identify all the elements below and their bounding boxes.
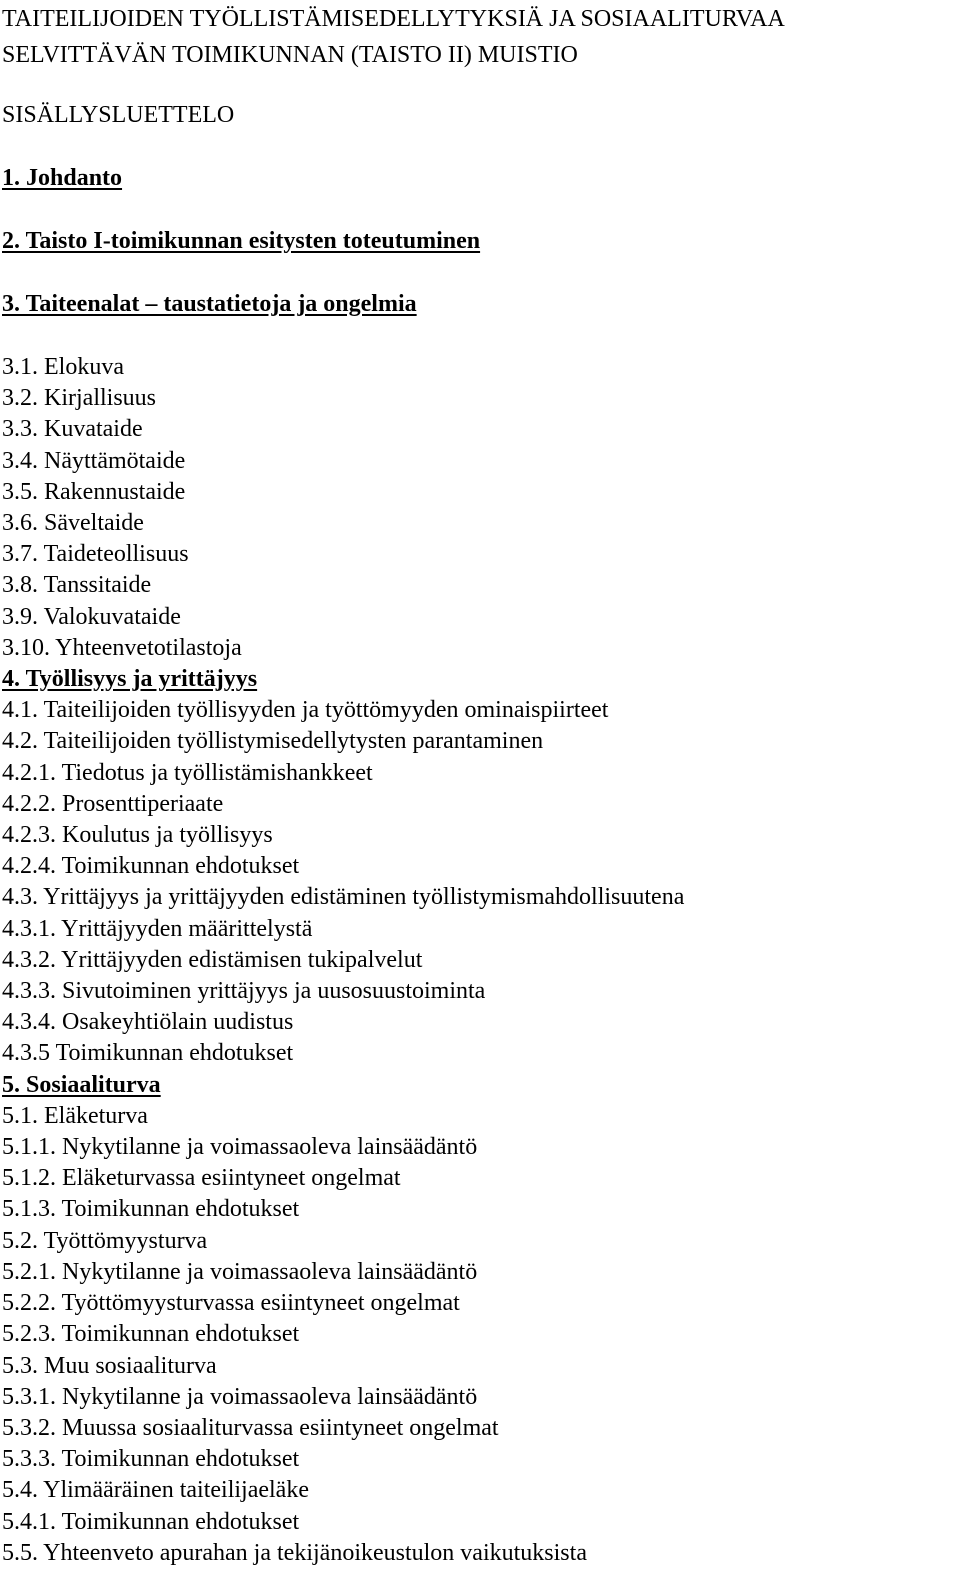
toc-entry: 4.2.3. Koulutus ja työllisyys [2, 822, 273, 849]
toc-entry: 5.4. Ylimääräinen taiteilijaeläke [2, 1477, 309, 1504]
toc-entry: 5.3.2. Muussa sosiaaliturvassa esiintyneet ongelmat [2, 1414, 499, 1441]
toc-entry: 3.7. Taideteollisuus [2, 541, 189, 568]
toc-entry: 5.1.3. Toimikunnan ehdotukset [2, 1196, 300, 1223]
toc-entry: 4.3.1. Yrittäjyyden määrittelystä [2, 915, 313, 942]
toc-entry: 4.2. Taiteilijoiden työllistymisedellytysten parantaminen [2, 728, 544, 755]
toc-entry: 5.3.3. Toimikunnan ehdotukset [2, 1446, 300, 1473]
toc-entry: 5.4.1. Toimikunnan ehdotukset [2, 1508, 300, 1535]
document-page [2, 0, 952, 1569]
document-title-line-1: TAITEILIJOIDEN TYÖLLISTÄMISEDELLYTYKSIÄ JA SOSIAALITURVAA [2, 6, 785, 32]
toc-main-heading: 1. Johdanto [2, 165, 123, 191]
toc-entry: 4.2.1. Tiedotus ja työllistämishankkeet [2, 759, 373, 786]
toc-main-heading: 2. Taisto I-toimikunnan esitysten toteutuminen [2, 228, 481, 254]
toc-entry: 3.9. Valokuvataide [2, 603, 181, 630]
toc-entry: 5.1.2. Eläketurvassa esiintyneet ongelmat [2, 1165, 401, 1192]
toc-entry: 4.3.3. Sivutoiminen yrittäjyys ja uusosuustoiminta [2, 978, 486, 1005]
toc-entry: 4.3.5 Toimikunnan ehdotukset [2, 1040, 294, 1067]
toc-entry: 3.3. Kuvataide [2, 416, 143, 443]
toc-entry: 5.3.1. Nykytilanne ja voimassaoleva lainsäädäntö [2, 1383, 478, 1410]
toc-entry: 5.2. Työttömyysturva [2, 1227, 208, 1254]
toc-entry: 4.1. Taiteilijoiden työllisyyden ja työttömyyden ominaispiirteet [2, 697, 609, 724]
toc-entry: 3.6. Säveltaide [2, 510, 144, 537]
toc-entry: 4.3. Yrittäjyys ja yrittäjyyden edistäminen työllistymismahdollisuutena [2, 884, 685, 911]
toc-entry: 4.3.4. Osakeyhtiölain uudistus [2, 1009, 294, 1036]
toc-main-heading: 3. Taiteenalat – taustatietoja ja ongelmia [2, 291, 417, 317]
toc-entry: 4.2.4. Toimikunnan ehdotukset [2, 853, 300, 880]
toc-entry: 5.3. Muu sosiaaliturva [2, 1352, 217, 1379]
toc-entry: 5.5. Yhteenveto apurahan ja tekijänoikeustulon vaikutuksista [2, 1539, 587, 1566]
toc-entry-list [2, 352, 952, 1569]
toc-entry: 5.1.1. Nykytilanne ja voimassaoleva lainsäädäntö [2, 1134, 478, 1161]
toc-entry: 3.4. Näyttämötaide [2, 447, 186, 474]
toc-entry: 5.2.3. Toimikunnan ehdotukset [2, 1321, 300, 1348]
toc-main-heading: 4. Työllisyys ja yrittäjyys [2, 666, 258, 693]
toc-entry: 5.2.2. Työttömyysturvassa esiintyneet ongelmat [2, 1290, 460, 1317]
toc-entry: 5.2.1. Nykytilanne ja voimassaoleva lainsäädäntö [2, 1258, 478, 1285]
toc-entry: 3.5. Rakennustaide [2, 478, 186, 505]
toc-heading: SISÄLLYSLUETTELO [2, 102, 235, 128]
toc-entry: 3.8. Tanssitaide [2, 572, 152, 599]
toc-entry: 5.1. Eläketurva [2, 1102, 148, 1129]
toc-entry: 3.1. Elokuva [2, 354, 124, 380]
toc-entry: 3.2. Kirjallisuus [2, 385, 156, 412]
toc-main-heading: 5. Sosiaaliturva [2, 1071, 161, 1098]
toc-entry: 4.2.2. Prosenttiperiaate [2, 790, 224, 817]
document-title-line-2: SELVITTÄVÄN TOIMIKUNNAN (TAISTO II) MUISTIO [2, 42, 578, 68]
document-title [2, 0, 952, 73]
toc-entry: 4.3.2. Yrittäjyyden edistämisen tukipalvelut [2, 946, 423, 973]
toc-entry: 3.10. Yhteenvetotilastoja [2, 634, 242, 661]
